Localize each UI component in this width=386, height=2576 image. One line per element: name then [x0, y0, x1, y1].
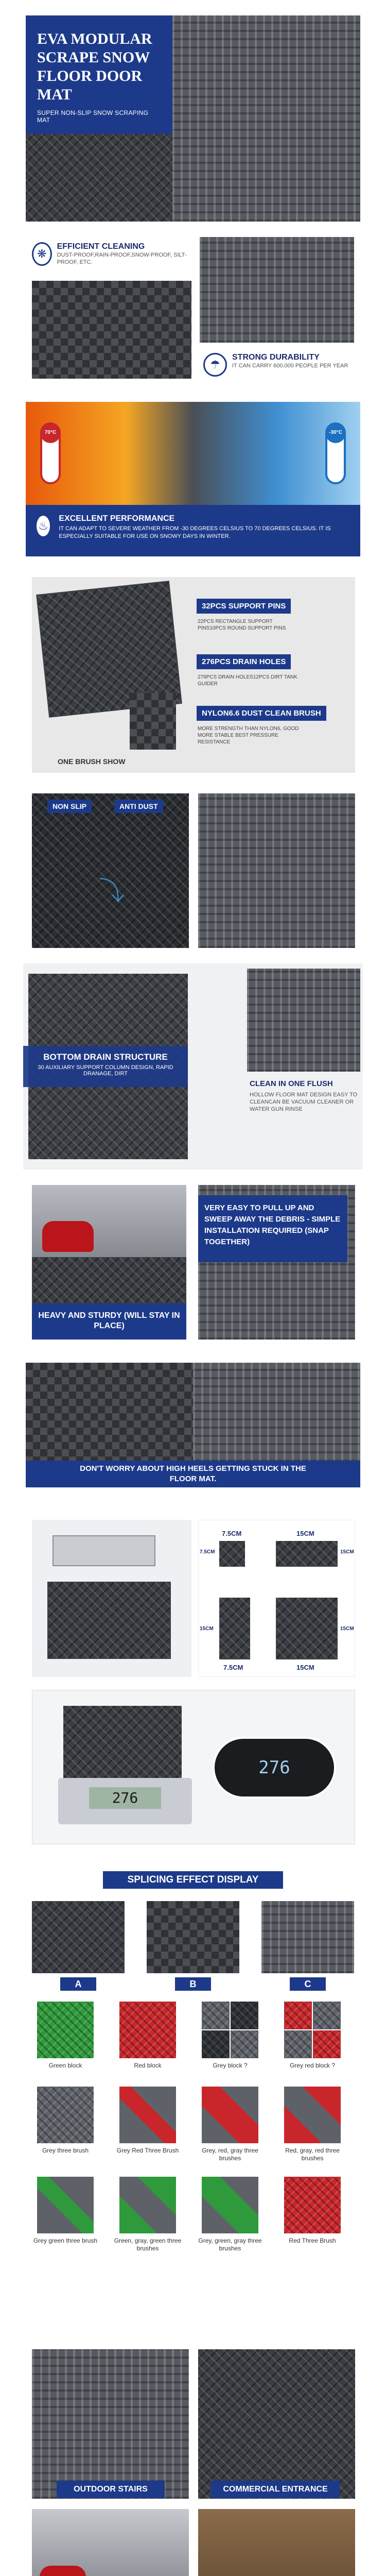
- swatch-green-gray-green: [119, 2177, 176, 2233]
- dim-a: 7.5CM: [222, 1530, 242, 1537]
- install-box: VERY EASY TO PULL UP AND SWEEP AWAY THE DEBRIS - SIMPLE INSTALLATION REQUIRED (SNAP TOGETHER): [198, 1195, 347, 1262]
- fire-ice-photo: [26, 402, 360, 505]
- sturdy-label: HEAVY AND STURDY (WILL STAY IN PLACE): [32, 1303, 186, 1340]
- size-diagram: [198, 1520, 355, 1677]
- tile-small: [219, 1541, 245, 1567]
- caption-7: Grey, red, gray three brushes: [202, 2147, 258, 2162]
- dimensions-section: [0, 1515, 386, 1680]
- caption-4: Grey red block ?: [289, 2062, 336, 2069]
- tile-tall: [219, 1598, 250, 1659]
- cleaning-title: EFFICIENT CLEANING: [57, 242, 145, 251]
- caption-10: Green, gray, green three brushes: [114, 2237, 182, 2252]
- scale-photo: [32, 1690, 355, 1844]
- nonslip-photo: [32, 793, 189, 948]
- performance-panel: [26, 505, 360, 556]
- durability-text: IT CAN CARRY 600,000 PEOPLE PER YEAR: [232, 363, 348, 369]
- durability-feature: [203, 353, 358, 377]
- leaf-icon: ❋: [32, 242, 52, 266]
- caption-8: Red, gray, red three brushes: [285, 2147, 340, 2162]
- caption-11: Grey, green, gray three brushes: [198, 2237, 262, 2252]
- durability-title: STRONG DURABILITY: [232, 353, 320, 362]
- scale-body: [58, 1778, 192, 1824]
- caliper-icon: [52, 1535, 155, 1566]
- swatch-grey-block: [202, 2002, 258, 2058]
- caption-2: Red block: [134, 2062, 162, 2069]
- flush-text: HOLLOW FLOOR MAT DESIGN EASY TO CLEANCAN BE VACUUM CLEANER OR WATER GUN RINSE: [250, 1092, 358, 1112]
- shield-icon: ☂: [203, 353, 227, 377]
- letter-c: C: [290, 1977, 326, 1991]
- swatch-grey-green-three: [37, 2177, 94, 2233]
- commercial-entrance-photo: [198, 2349, 355, 2499]
- sweep-photo: [198, 1185, 355, 1340]
- drain-section: [0, 958, 386, 1175]
- install-section: [0, 1180, 386, 1355]
- feature-cleaning-section: [0, 232, 386, 397]
- swatch-red-gray-red: [284, 2087, 341, 2143]
- cleaning-feature: [32, 242, 191, 266]
- dim-b: 15CM: [296, 1530, 314, 1537]
- drain-box: [23, 1046, 188, 1087]
- dim-d: 15CM: [340, 1549, 354, 1555]
- brush-strip-photo: [130, 693, 176, 750]
- garage-photo: [32, 1185, 186, 1340]
- swatch-grey-red-block: [284, 2002, 341, 2058]
- cold-thermometer-icon: [325, 422, 346, 484]
- workshop-photo: [32, 2509, 189, 2576]
- outdoor-stairs-photo: [32, 2349, 189, 2499]
- swatch-green-block: [37, 2002, 94, 2058]
- hot-thermometer-icon: [40, 422, 61, 484]
- scale-tile: [63, 1706, 182, 1783]
- car-icon: [42, 1221, 94, 1252]
- drain-panel: [23, 963, 363, 1170]
- dim-e: 15CM: [200, 1626, 214, 1632]
- brush-detail-section: [0, 567, 386, 783]
- rinse-photo: [247, 969, 360, 1072]
- dim-h: 15CM: [296, 1664, 314, 1671]
- drain-text: 30 AUXILIARY SUPPORT COLUMN DESIGN, RAPID DRANAGE, DIRT: [38, 1064, 173, 1077]
- dim-f: 15CM: [340, 1626, 354, 1632]
- swatch-grey-green-gray: [202, 2177, 258, 2233]
- swatch-grey-red-three: [119, 2087, 176, 2143]
- zoom-display: 276: [213, 1737, 336, 1799]
- boots-photo: [32, 281, 191, 379]
- swatch-grey-three: [37, 2087, 94, 2143]
- scale-section: [0, 1685, 386, 1855]
- caption-3: Grey block ?: [213, 2062, 248, 2069]
- nylon-chip: NYLON6.6 DUST CLEAN BRUSH: [197, 706, 326, 721]
- nylon-text: MORE STRENGTH THAN NYLON6, GOOD MORE STABLE BEST PRESSURE RESISTANCE: [198, 726, 299, 745]
- caption-12: Red Three Brush: [289, 2237, 336, 2244]
- hero-title-panel: [26, 15, 172, 222]
- outdoor-stairs-label: OUTDOOR STAIRS: [57, 2481, 165, 2498]
- tile-big: [276, 1598, 338, 1659]
- arrow-down-icon: ⤵: [99, 877, 125, 906]
- commercial-entrance-label: COMMERCIAL ENTRANCE: [211, 2481, 340, 2498]
- brush-caption: ONE BRUSH SHOW: [58, 757, 126, 766]
- swatch-red-block: [119, 2002, 176, 2058]
- caption-1: Green block: [48, 2062, 82, 2069]
- cold-temp: -30°C: [325, 422, 346, 443]
- antidust-label: ANTI DUST: [114, 800, 163, 813]
- shoe-photo: [200, 237, 354, 343]
- pattern-c: [261, 1901, 354, 1973]
- performance-title: EXCELLENT PERFORMANCE: [59, 514, 175, 523]
- pattern-a: [32, 1901, 125, 1973]
- holes-text: 276PCS DRAIN HOLES12PCS DIRT TANK GUIDER: [198, 674, 297, 687]
- cleaning-text: DUST-PROOF,RAIN-PROOF,SNOW-PROOF, SILT-PROOF, ETC.: [57, 252, 187, 265]
- caption-6: Grey Red Three Brush: [116, 2147, 179, 2154]
- performance-section: [0, 397, 386, 567]
- nonslip-label: NON SLIP: [47, 800, 92, 813]
- dim-c: 7.5CM: [200, 1549, 215, 1555]
- holes-chip: 276PCS DRAIN HOLES: [197, 654, 291, 669]
- hero-mat-tile: [26, 134, 172, 222]
- walking-photo: [198, 793, 355, 948]
- caption-5: Grey three brush: [42, 2147, 89, 2154]
- pins-text: 22PCS RECTANGLE SUPPORT PINS10PCS ROUND SUPPORT PINS: [198, 619, 286, 631]
- splicing-title: SPLICING EFFECT DISPLAY: [103, 1871, 283, 1889]
- swatch-grey-red-gray: [202, 2087, 258, 2143]
- tile-wide: [276, 1541, 338, 1567]
- letter-b: B: [175, 1977, 211, 1991]
- nonslip-section: [0, 783, 386, 958]
- splicing-section: [0, 1860, 386, 2349]
- hero-section: [0, 0, 386, 232]
- brush-panel: [32, 577, 355, 773]
- letter-a: A: [60, 1977, 96, 1991]
- flush-title: CLEAN IN ONE FLUSH: [250, 1079, 333, 1088]
- scale-display: 276: [89, 1787, 161, 1809]
- pattern-b: [147, 1901, 239, 1973]
- pins-chip: 32PCS SUPPORT PINS: [197, 599, 291, 614]
- dim-g: 7.5CM: [223, 1664, 243, 1671]
- caption-9: Grey green three brush: [33, 2237, 98, 2244]
- drain-title: BOTTOM DRAIN STRUCTURE: [43, 1052, 168, 1062]
- caliper-photo: [32, 1520, 191, 1677]
- hero-subtitle: SUPER NON-SLIP SNOW SCRAPING MAT: [37, 109, 149, 124]
- performance-text: IT CAN ADAPT TO SEVERE WEATHER FROM -30 DEGREES CELSIUS TO 70 DEGREES CELSIUS. IT IS ESPECIALLY SUITABLE FOR USE ON SNOWY DAYS IN WINTER.: [59, 526, 331, 539]
- home-entrance-photo: [198, 2509, 355, 2576]
- swatch-red-three: [284, 2177, 341, 2233]
- thermometer-icon: ♨: [35, 514, 51, 538]
- hero-title: EVA MODULAR SCRAPE SNOW FLOOR DOOR MAT: [37, 30, 152, 103]
- hot-temp: 70°C: [40, 422, 61, 443]
- heels-section: [0, 1355, 386, 1504]
- caliper-tile: [47, 1582, 171, 1659]
- hero-stairs-photo: [172, 15, 360, 222]
- garage-mat: [32, 1257, 186, 1303]
- workshop-car-icon: [40, 2566, 86, 2576]
- heels-banner: DON'T WORRY ABOUT HIGH HEELS GETTING STUCK IN THE FLOOR MAT.: [26, 1461, 360, 1487]
- scenes-section: [0, 2349, 386, 2576]
